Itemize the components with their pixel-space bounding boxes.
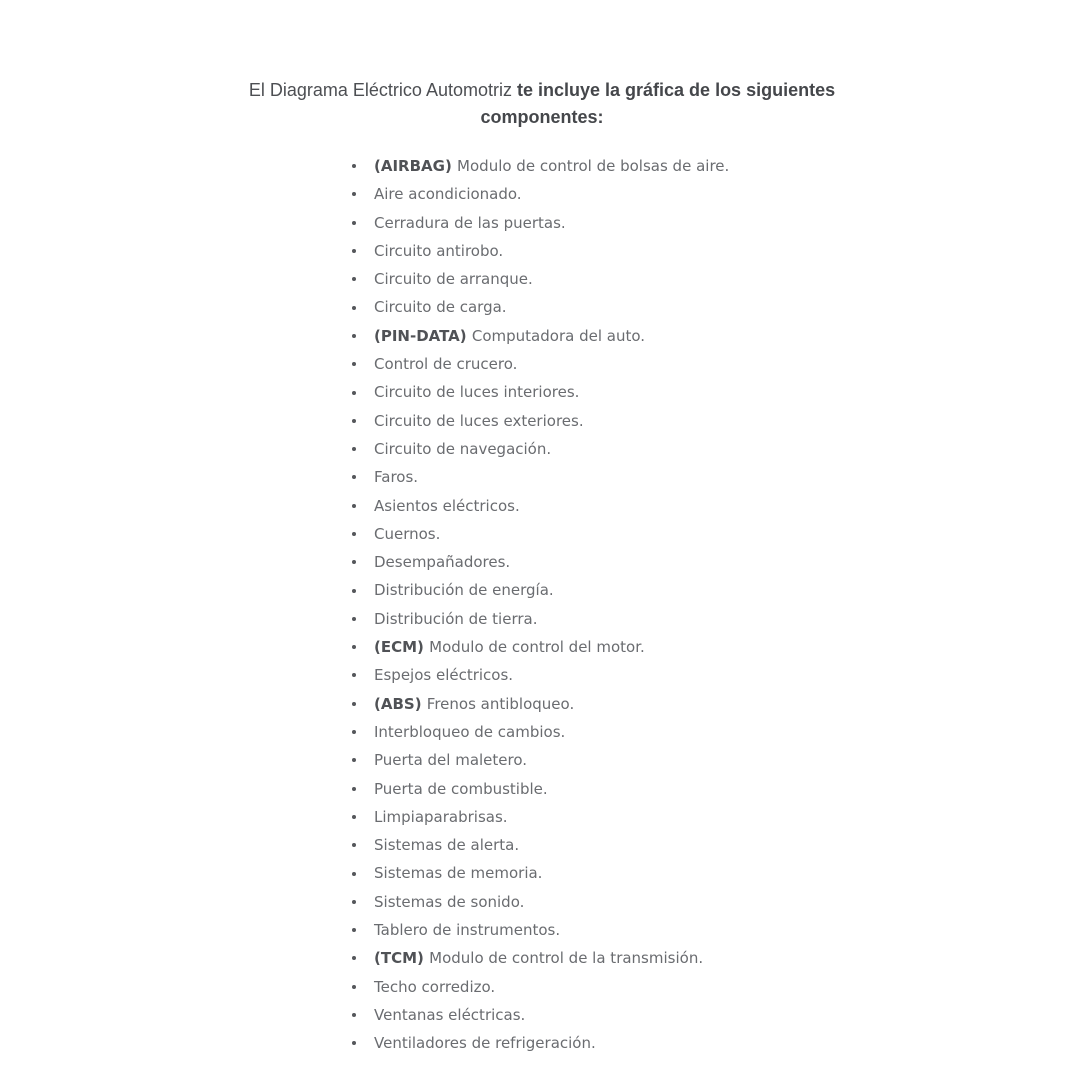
list-item bbox=[352, 690, 729, 718]
component-label: Cerradura de las puertas. bbox=[374, 213, 566, 232]
bullet-icon bbox=[352, 504, 356, 508]
bullet-icon bbox=[352, 334, 356, 338]
bullet-icon bbox=[352, 419, 356, 423]
list-item bbox=[352, 973, 729, 1001]
bullet-icon bbox=[352, 787, 356, 791]
component-label: Circuito de luces interiores. bbox=[374, 383, 580, 402]
component-label: Modulo de control del motor. bbox=[429, 638, 645, 657]
component-label: Ventanas eléctricas. bbox=[374, 1005, 526, 1024]
component-label: Modulo de control de bolsas de aire. bbox=[457, 157, 730, 175]
list-item bbox=[352, 463, 729, 491]
intro-paragraph bbox=[200, 77, 884, 131]
component-label: Espejos eléctricos. bbox=[374, 666, 514, 685]
list-item bbox=[352, 859, 729, 887]
component-label: Circuito de navegación. bbox=[374, 439, 552, 458]
list-item bbox=[352, 944, 729, 972]
list-item bbox=[352, 492, 729, 520]
list-item bbox=[352, 633, 729, 661]
component-label: Tablero de instrumentos. bbox=[374, 921, 561, 940]
component-abbreviation: (ABS) bbox=[374, 694, 422, 713]
list-item bbox=[352, 888, 729, 916]
bullet-icon bbox=[352, 164, 356, 168]
bullet-icon bbox=[352, 617, 356, 621]
list-item bbox=[352, 1029, 729, 1057]
component-label: Computadora del auto. bbox=[471, 326, 646, 345]
bullet-icon bbox=[352, 730, 356, 734]
component-label: Faros. bbox=[374, 468, 419, 487]
bullet-icon bbox=[352, 391, 356, 395]
list-item bbox=[352, 803, 729, 831]
list-item bbox=[352, 718, 729, 746]
intro-text: El Diagrama Eléctrico Automotriz bbox=[248, 80, 512, 100]
bullet-icon bbox=[352, 928, 356, 932]
bullet-icon bbox=[352, 475, 356, 479]
list-item bbox=[352, 209, 729, 237]
list-item bbox=[352, 605, 729, 633]
bullet-icon bbox=[352, 532, 356, 536]
component-label: Circuito de luces exteriores. bbox=[374, 411, 584, 430]
list-item bbox=[352, 661, 729, 689]
list-item bbox=[352, 265, 729, 293]
component-abbreviation: (TCM) bbox=[374, 949, 424, 968]
list-item bbox=[352, 350, 729, 378]
component-label: Desempañadores. bbox=[374, 553, 511, 572]
intro-bold-text: te incluye la gráfica de los siguientes componentes: bbox=[480, 80, 836, 127]
bullet-icon bbox=[352, 306, 356, 310]
component-label: Control de crucero. bbox=[374, 355, 518, 374]
list-item bbox=[352, 378, 729, 406]
component-label: Frenos antibloqueo. bbox=[426, 694, 575, 713]
component-label: Techo corredizo. bbox=[374, 977, 496, 996]
bullet-icon bbox=[352, 560, 356, 564]
list-item bbox=[352, 831, 729, 859]
component-label: Puerta del maletero. bbox=[374, 751, 528, 770]
list-item bbox=[352, 435, 729, 463]
bullet-icon bbox=[352, 589, 356, 593]
list-item bbox=[352, 152, 729, 180]
component-label: Circuito de arranque. bbox=[374, 270, 533, 289]
list-item bbox=[352, 322, 729, 350]
component-label: Limpiaparabrisas. bbox=[374, 807, 508, 826]
bullet-icon bbox=[352, 362, 356, 366]
component-abbreviation: (ECM) bbox=[374, 638, 424, 657]
component-label: Interbloqueo de cambios. bbox=[374, 722, 566, 741]
bullet-icon bbox=[352, 815, 356, 819]
list-item bbox=[352, 407, 729, 435]
bullet-icon bbox=[352, 249, 356, 253]
bullet-icon bbox=[352, 192, 356, 196]
component-label: Circuito antirobo. bbox=[374, 241, 504, 260]
list-item bbox=[352, 1001, 729, 1029]
list-item bbox=[352, 746, 729, 774]
component-label: Sistemas de memoria. bbox=[374, 864, 543, 883]
list-item bbox=[352, 180, 729, 208]
component-label: Aire acondicionado. bbox=[374, 185, 522, 204]
component-list bbox=[352, 152, 729, 1058]
bullet-icon bbox=[352, 645, 356, 649]
bullet-icon bbox=[352, 447, 356, 451]
bullet-icon bbox=[352, 221, 356, 225]
bullet-icon bbox=[352, 1041, 356, 1045]
component-label: Asientos eléctricos. bbox=[374, 496, 520, 515]
list-item bbox=[352, 520, 729, 548]
list-item bbox=[352, 237, 729, 265]
list-item bbox=[352, 916, 729, 944]
bullet-icon bbox=[352, 758, 356, 762]
bullet-icon bbox=[352, 1013, 356, 1017]
component-label: Cuernos. bbox=[374, 524, 441, 543]
list-item bbox=[352, 548, 729, 576]
component-abbreviation: (PIN-DATA) bbox=[374, 326, 467, 345]
component-label: Puerta de combustible. bbox=[374, 779, 548, 798]
bullet-icon bbox=[352, 843, 356, 847]
list-item bbox=[352, 576, 729, 604]
bullet-icon bbox=[352, 985, 356, 989]
list-item bbox=[352, 293, 729, 321]
bullet-icon bbox=[352, 673, 356, 677]
component-label: Ventiladores de refrigeración. bbox=[374, 1034, 596, 1053]
component-abbreviation: (AIRBAG) bbox=[374, 157, 452, 175]
bullet-icon bbox=[352, 277, 356, 281]
component-label: Circuito de carga. bbox=[374, 298, 507, 317]
component-label: Sistemas de sonido. bbox=[374, 892, 525, 911]
component-label: Distribución de energía. bbox=[374, 581, 554, 600]
bullet-icon bbox=[352, 872, 356, 876]
component-label: Distribución de tierra. bbox=[374, 609, 538, 628]
list-item bbox=[352, 775, 729, 803]
bullet-icon bbox=[352, 702, 356, 706]
component-label: Modulo de control de la transmisión. bbox=[429, 949, 704, 968]
bullet-icon bbox=[352, 900, 356, 904]
component-label: Sistemas de alerta. bbox=[374, 836, 520, 855]
bullet-icon bbox=[352, 956, 356, 960]
